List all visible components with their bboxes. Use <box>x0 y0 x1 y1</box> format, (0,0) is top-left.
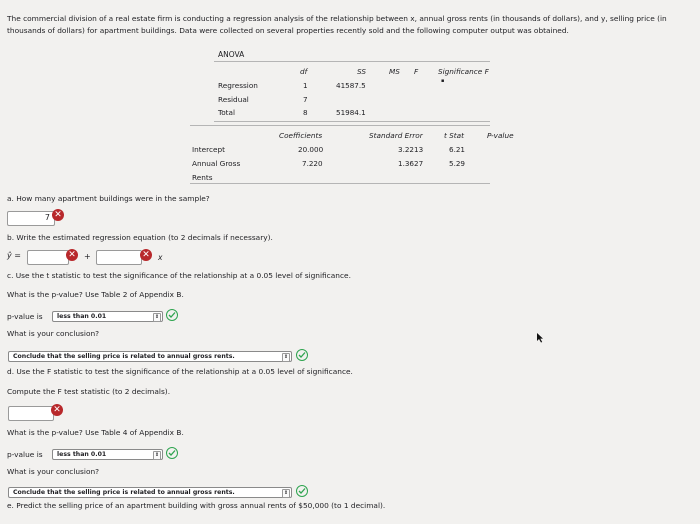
coef-row-t: 5.29 <box>449 159 466 168</box>
pvalue-select-value: less than 0.01 <box>57 313 107 320</box>
pvalue-label: p-value is <box>7 312 43 321</box>
conclusion-select-value: Conclude that the selling price is related to annual gross rents. <box>13 489 235 496</box>
anova-title: ANOVA <box>218 50 245 59</box>
question-d-pvalue-prompt: What is the p-value? Use Table 4 of Appendix B. <box>7 428 184 437</box>
coef-row-label: Annual Gross <box>192 159 241 168</box>
anova-row-ss: 51984.1 <box>336 108 366 117</box>
anova-row-df: 8 <box>303 108 308 117</box>
anova-row-df: 7 <box>303 95 308 104</box>
anova-row-label: Total <box>218 108 236 117</box>
coef-row-coef: 7.220 <box>302 159 323 168</box>
anova-header-f: F <box>414 67 419 76</box>
coef-bottom-rule <box>190 183 490 184</box>
coef-header-coefficients: Coefficients <box>279 131 323 140</box>
coef-row-se: 1.3627 <box>398 159 424 168</box>
question-d-compute-prompt: Compute the F test statistic (to 2 decimals). <box>7 387 171 396</box>
select-arrow-icon: ⇕ <box>283 354 289 360</box>
anova-bottom-rule <box>214 121 490 122</box>
conclusion-select-d[interactable] <box>8 487 292 498</box>
coef-row-coef: 20.000 <box>298 145 324 154</box>
anova-row-ss: 41587.5 <box>336 81 366 90</box>
select-arrow-icon: ⇕ <box>283 490 289 496</box>
pvalue-select-value: less than 0.01 <box>57 451 107 458</box>
f-statistic-input[interactable] <box>8 406 54 421</box>
question-d-text: d. Use the F statistic to test the significance of the relationship at a 0.05 level of significance. <box>7 367 353 376</box>
coef-header-se: Standard Error <box>369 131 423 140</box>
anova-header-df: df <box>300 67 308 76</box>
anova-row-df: 1 <box>303 81 308 90</box>
question-a-text: a. How many apartment buildings were in the sample? <box>7 194 210 203</box>
question-b-text: b. Write the estimated regression equation (to 2 decimals if necessary). <box>7 233 273 242</box>
conclusion-select-c[interactable] <box>8 351 292 362</box>
plus-sign: + <box>84 252 91 261</box>
conclusion-select-value: Conclude that the selling price is related to annual gross rents. <box>13 353 235 360</box>
select-arrow-icon: ⇕ <box>154 452 160 458</box>
pvalue-label: p-value is <box>7 450 43 459</box>
anova-top-rule <box>214 61 490 62</box>
question-c-text: c. Use the t statistic to test the significance of the relationship at a 0.05 level of significance. <box>7 271 351 280</box>
mouse-pointer-icon <box>537 333 545 343</box>
select-arrow-icon: ⇕ <box>154 314 160 320</box>
pvalue-select-d[interactable] <box>52 449 163 460</box>
question-c-pvalue-prompt: What is the p-value? Use Table 2 of Appendix B. <box>7 290 184 299</box>
correct-check-icon <box>296 485 308 497</box>
coef-header-p: P-value <box>487 131 514 140</box>
x-variable-label: x <box>158 253 163 262</box>
intro-paragraph: The commercial division of a real estate firm is conducting a regression analysis of the relationship between x, annual gross rents (in thousands of dollars), and y, selling price (in thousands of dollars) for apartment buildings. Data were collected on several properties recently sold and the following computer output was obtained. <box>7 14 667 35</box>
question-d-conclusion-prompt: What is your conclusion? <box>7 467 100 476</box>
correct-check-icon <box>166 309 178 321</box>
cursor-mark-icon: ▪ <box>441 78 445 84</box>
question-c-conclusion-prompt: What is your conclusion? <box>7 329 100 338</box>
sample-size-input[interactable] <box>7 211 55 226</box>
coef-row-se: 3.2213 <box>398 145 424 154</box>
pvalue-select-c[interactable] <box>52 311 163 322</box>
coef-row-t: 6.21 <box>449 145 466 154</box>
incorrect-icon: ✕ <box>51 404 63 416</box>
incorrect-icon: ✕ <box>140 249 152 261</box>
anova-header-ss: SS <box>357 67 367 76</box>
sample-size-value: 7 <box>44 213 50 222</box>
incorrect-icon: ✕ <box>66 249 78 261</box>
question-e-text: e. Predict the selling price of an apartment building with gross annual rents of $50,000 (to 1 decimal). <box>7 501 386 510</box>
coef-row-label: Rents <box>192 173 213 182</box>
correct-check-icon <box>166 447 178 459</box>
yhat-label: ŷ = <box>7 251 21 260</box>
coef-row-label: Intercept <box>192 145 225 154</box>
intercept-input[interactable] <box>27 250 69 265</box>
coef-top-rule <box>190 125 490 126</box>
incorrect-icon: ✕ <box>52 209 64 221</box>
anova-row-label: Residual <box>218 95 249 104</box>
anova-header-sigf: Significance F <box>438 67 489 76</box>
coef-header-t: t Stat <box>444 131 465 140</box>
slope-input[interactable] <box>96 250 142 265</box>
anova-row-label: Regression <box>218 81 258 90</box>
anova-header-ms: MS <box>389 67 400 76</box>
correct-check-icon <box>296 349 308 361</box>
